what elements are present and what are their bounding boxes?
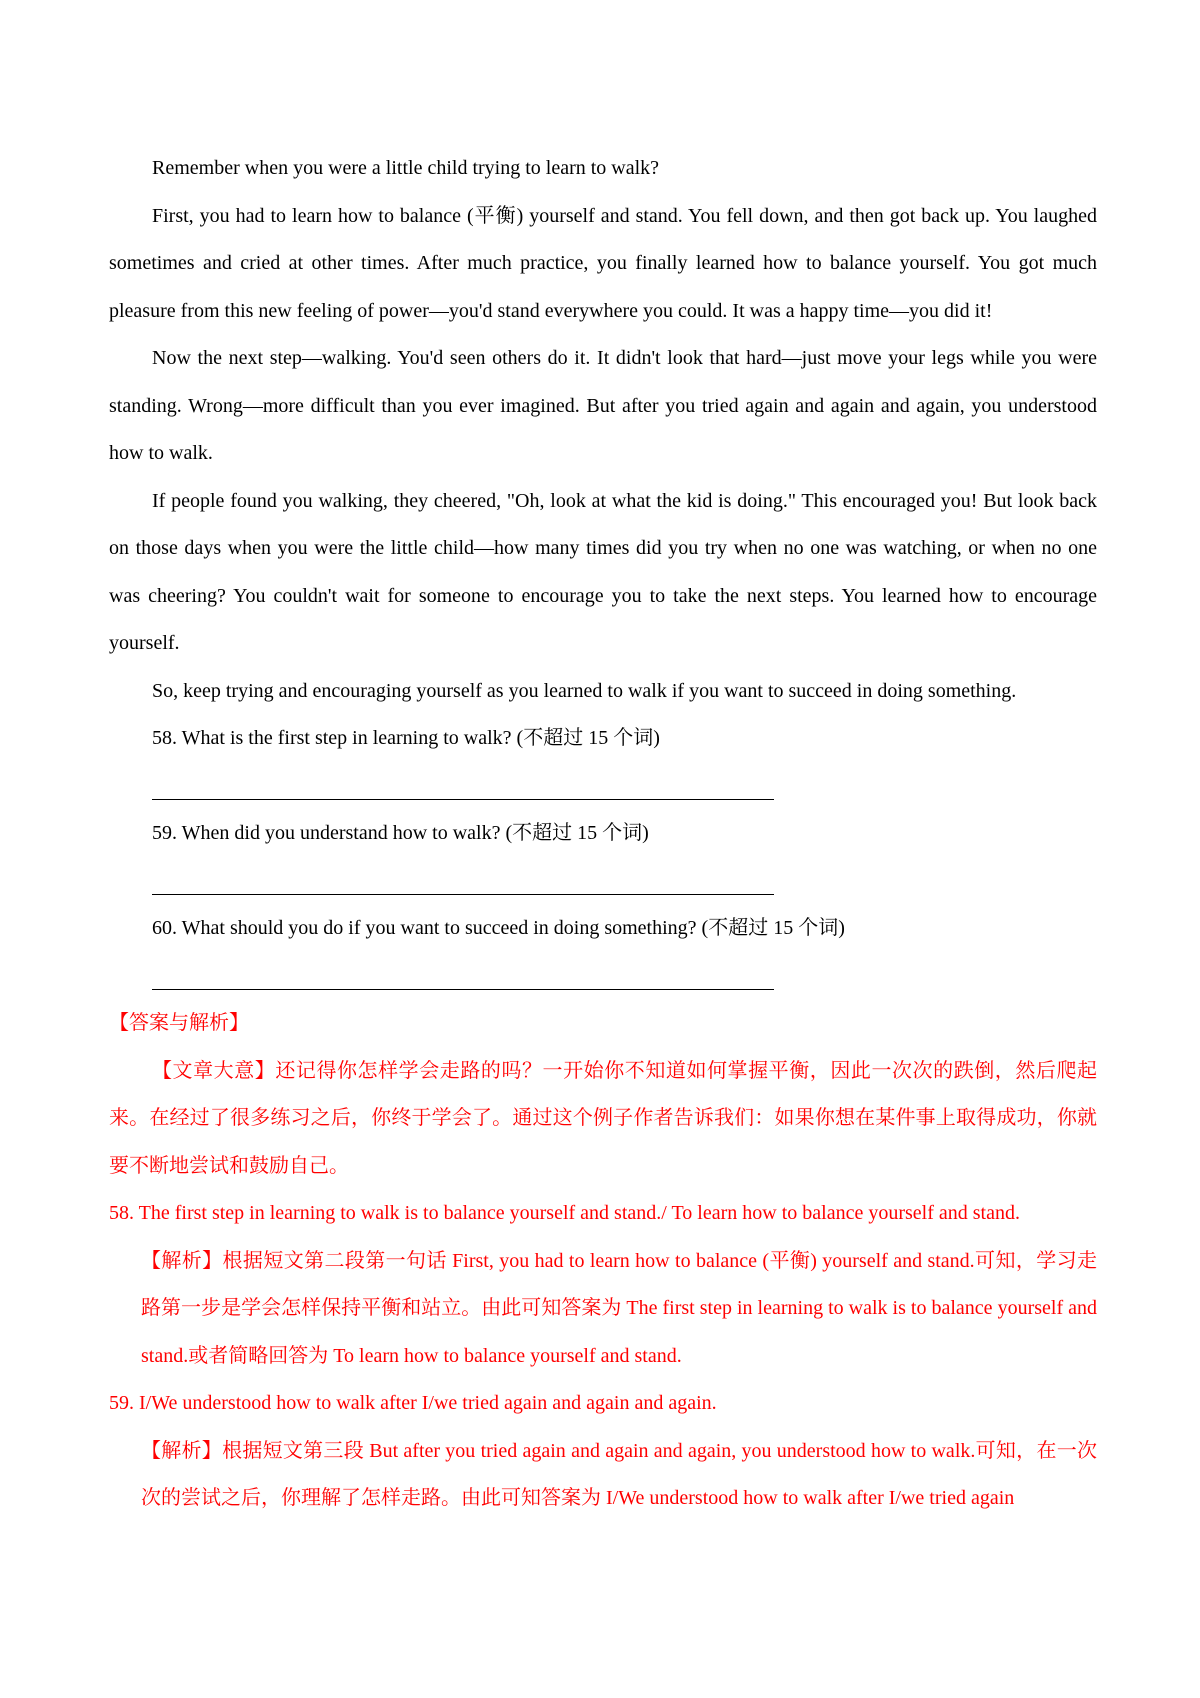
answer-section xyxy=(109,1000,1097,1523)
question-59: 59. When did you understand how to walk? (不超过 15 个词) xyxy=(152,822,649,844)
answer-blank-58[interactable] xyxy=(109,763,1097,811)
passage-paragraph-4: If people found you walking, they cheered, "Oh, look at what the kid is doing." This encouraged you! But look back on those days when you were the little child—how many times did you try when no one was watching, or when no one was cheering? You couldn't wait for someone to encourage you to take the next steps. You learned how to encourage yourself. xyxy=(109,489,1097,654)
answer-line xyxy=(152,989,774,990)
explanation-59-block xyxy=(109,1428,1097,1523)
passage-paragraph-5: So, keep trying and encouraging yourself as you learned to walk if you want to succeed in doing something. xyxy=(152,679,1017,702)
explanation-58: 【解析】根据短文第二段第一句话 First, you had to learn how to balance (平衡) yourself and stand.可知，学习走路第一步是学会怎样保持平衡和站立。由此可知答案为 The first step in learning to walk is to balance yourself and stand.或者简略回答为 To learn how to balance yourself and stand. xyxy=(141,1249,1097,1367)
question-58: 58. What is the first step in learning to walk? (不超过 15 个词) xyxy=(152,727,660,749)
passage-paragraph-3: Now the next step—walking. You'd seen others do it. It didn't look that hard—just move your legs while you were standing. Wrong—more difficult than you ever imagined. But after you tried again and again and again, you understood how to walk. xyxy=(109,347,1097,464)
answer-blank-59[interactable] xyxy=(109,858,1097,906)
passage-paragraph-1: Remember when you were a little child trying to learn to walk? xyxy=(152,157,660,179)
answer-line xyxy=(152,894,774,895)
question-60: 60. What should you do if you want to succeed in doing something? (不超过 15 个词) xyxy=(152,917,845,939)
article-summary: 【文章大意】还记得你怎样学会走路的吗？一开始你不知道如何掌握平衡，因此一次次的跌倒，然后爬起来。在经过了很多练习之后，你终于学会了。通过这个例子作者告诉我们：如果你想在某件事上取得成功，你就要不断地尝试和鼓励自己。 xyxy=(109,1059,1097,1177)
answer-blank-60[interactable] xyxy=(109,953,1097,1001)
answer-heading: 【答案与解析】 xyxy=(109,1012,249,1034)
answer-58: 58. The first step in learning to walk is to balance yourself and stand./ To learn how to balance yourself and stand. xyxy=(109,1202,1020,1224)
passage-paragraph-2: First, you had to learn how to balance (平衡) yourself and stand. You fell down, and then got back up. You laughed sometimes and cried at other times. After much practice, you finally learned how to balance yourself. You got much pleasure from this new feeling of power—you'd stand everywhere you could. It was a happy time—you did it! xyxy=(109,204,1097,322)
explanation-58-block xyxy=(109,1238,1097,1381)
answer-59: 59. I/We understood how to walk after I/we tried again and again and again. xyxy=(109,1392,717,1414)
answer-line xyxy=(152,799,774,800)
document-body xyxy=(109,145,1097,1523)
explanation-59: 【解析】根据短文第三段 But after you tried again and again and again, you understood how to walk.可知，在一次次的尝试之后，你理解了怎样走路。由此可知答案为 I/We understood how to walk after I/we tried again xyxy=(141,1439,1097,1509)
